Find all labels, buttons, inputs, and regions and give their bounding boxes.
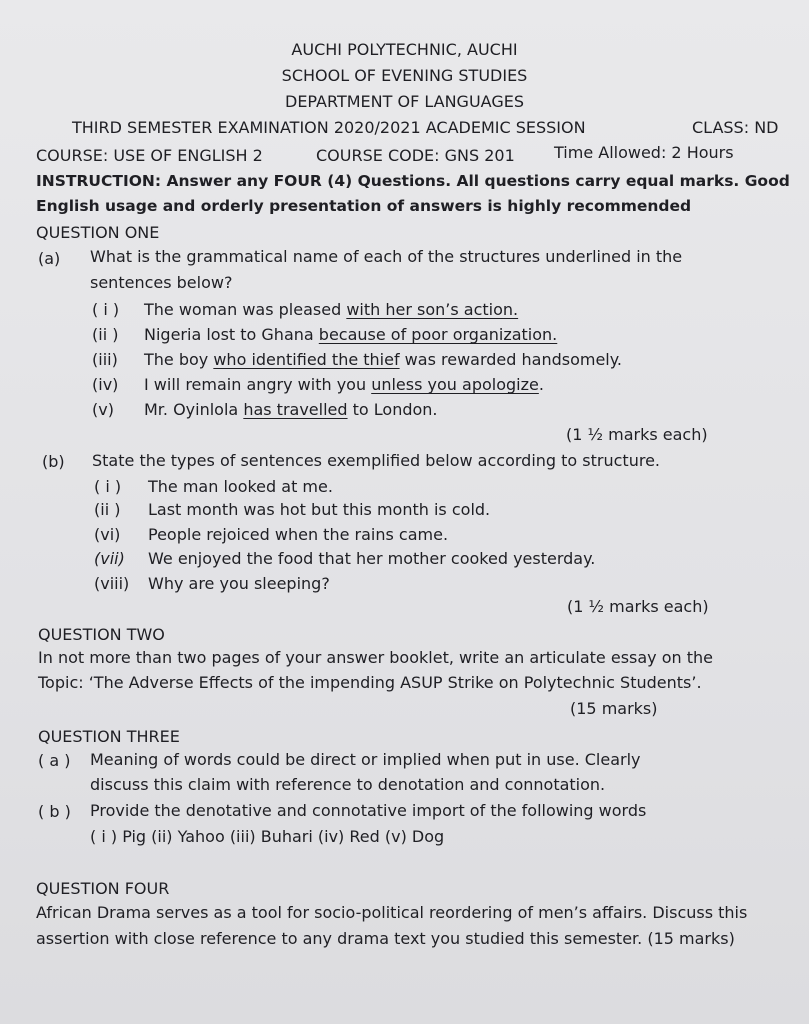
- q1-a-text-line-1: What is the grammatical name of each of the structures underlined in the: [90, 247, 683, 266]
- underlined-phrase: with her son’s action.: [346, 300, 519, 319]
- course-code: COURSE CODE: GNS 201: [316, 146, 515, 165]
- course-title: COURSE: USE OF ENGLISH 2: [36, 146, 263, 165]
- item-number: (ii ): [94, 500, 121, 519]
- question-three-title: QUESTION THREE: [38, 727, 180, 746]
- q2-line-1: In not more than two pages of your answer booklet, write an articulate essay on the: [38, 648, 713, 667]
- q1-b-item-3: (vi) People rejoiced when the rains came.: [94, 525, 449, 544]
- q1-a-item-1: ( i ) The woman was pleased with her son’s action.: [92, 300, 519, 319]
- q3-b-label: ( b ): [38, 802, 71, 821]
- item-number: (viii): [94, 574, 130, 593]
- q1-b-item-4: (vii) We enjoyed the food that her mother cooked yesterday.: [94, 549, 596, 568]
- q1-b-item-2: (ii ) Last month was hot but this month is cold.: [94, 500, 491, 519]
- item-number: (ii ): [92, 325, 119, 344]
- item-number: ( i ): [92, 300, 120, 319]
- institution-name: AUCHI POLYTECHNIC, AUCHI: [291, 40, 518, 59]
- q2-line-2: Topic: ‘The Adverse Effects of the impending ASUP Strike on Polytechnic Students’.: [38, 673, 702, 692]
- item-number: ( i ): [94, 477, 122, 496]
- time-allowed: Time Allowed: 2 Hours: [554, 143, 734, 162]
- q2-marks: (15 marks): [570, 699, 658, 718]
- q1-a-item-5: (v) Mr. Oyinlola has travelled to London.: [92, 400, 438, 419]
- q3-a-line-2: discuss this claim with reference to denotation and connotation.: [90, 775, 606, 794]
- q1-a-marks: (1 ½ marks each): [566, 425, 708, 444]
- item-number: (vii): [94, 549, 125, 568]
- instruction-line-1: INSTRUCTION: Answer any FOUR (4) Questions. All questions carry equal marks. Good: [36, 172, 790, 190]
- underlined-phrase: has travelled: [243, 400, 348, 419]
- underlined-phrase: who identified the thief: [213, 350, 400, 369]
- q3-a-label: ( a ): [38, 751, 71, 770]
- question-two-title: QUESTION TWO: [38, 625, 165, 644]
- q1-a-text-line-2: sentences below?: [90, 273, 233, 292]
- q3-a-line-1: Meaning of words could be direct or implied when put in use. Clearly: [90, 750, 641, 769]
- underlined-phrase: unless you apologize: [371, 375, 539, 394]
- q1-b-text: State the types of sentences exemplified below according to structure.: [92, 451, 660, 470]
- class-label: CLASS: ND: [692, 118, 779, 137]
- item-number: (iv): [92, 375, 119, 394]
- instruction-line-2: English usage and orderly presentation of answers is highly recommended: [36, 197, 692, 215]
- underlined-phrase: because of poor organization.: [318, 325, 558, 344]
- q3-b-line-1: Provide the denotative and connotative import of the following words: [90, 801, 647, 820]
- q1-a-item-3: (iii) The boy who identified the thief was rewarded handsomely.: [92, 350, 623, 369]
- q1-b-marks: (1 ½ marks each): [567, 597, 709, 616]
- q4-line-2: assertion with close reference to any drama text you studied this semester. (15 marks): [36, 929, 735, 948]
- item-number: (iii): [92, 350, 118, 369]
- q3-b-line-2: ( i ) Pig (ii) Yahoo (iii) Buhari (iv) Red (v) Dog: [90, 827, 445, 846]
- item-number: (vi): [94, 525, 121, 544]
- exam-title: THIRD SEMESTER EXAMINATION 2020/2021 ACADEMIC SESSION: [72, 118, 586, 137]
- department-name: DEPARTMENT OF LANGUAGES: [285, 92, 524, 111]
- q1-a-item-4: (iv) I will remain angry with you unless you apologize.: [92, 375, 544, 394]
- question-one-title: QUESTION ONE: [36, 223, 160, 242]
- question-four-title: QUESTION FOUR: [36, 879, 170, 898]
- school-name: SCHOOL OF EVENING STUDIES: [281, 66, 528, 85]
- q1-b-item-5: (viii) Why are you sleeping?: [94, 574, 330, 593]
- item-number: (v): [92, 400, 114, 419]
- q1-a-label: (a): [38, 249, 61, 268]
- q1-a-item-2: (ii ) Nigeria lost to Ghana because of poor organization.: [92, 325, 558, 344]
- q1-b-item-1: ( i ) The man looked at me.: [94, 477, 333, 496]
- q4-line-1: African Drama serves as a tool for socio-political reordering of men’s affairs. Discuss this: [36, 903, 748, 922]
- q1-b-label: (b): [42, 452, 65, 471]
